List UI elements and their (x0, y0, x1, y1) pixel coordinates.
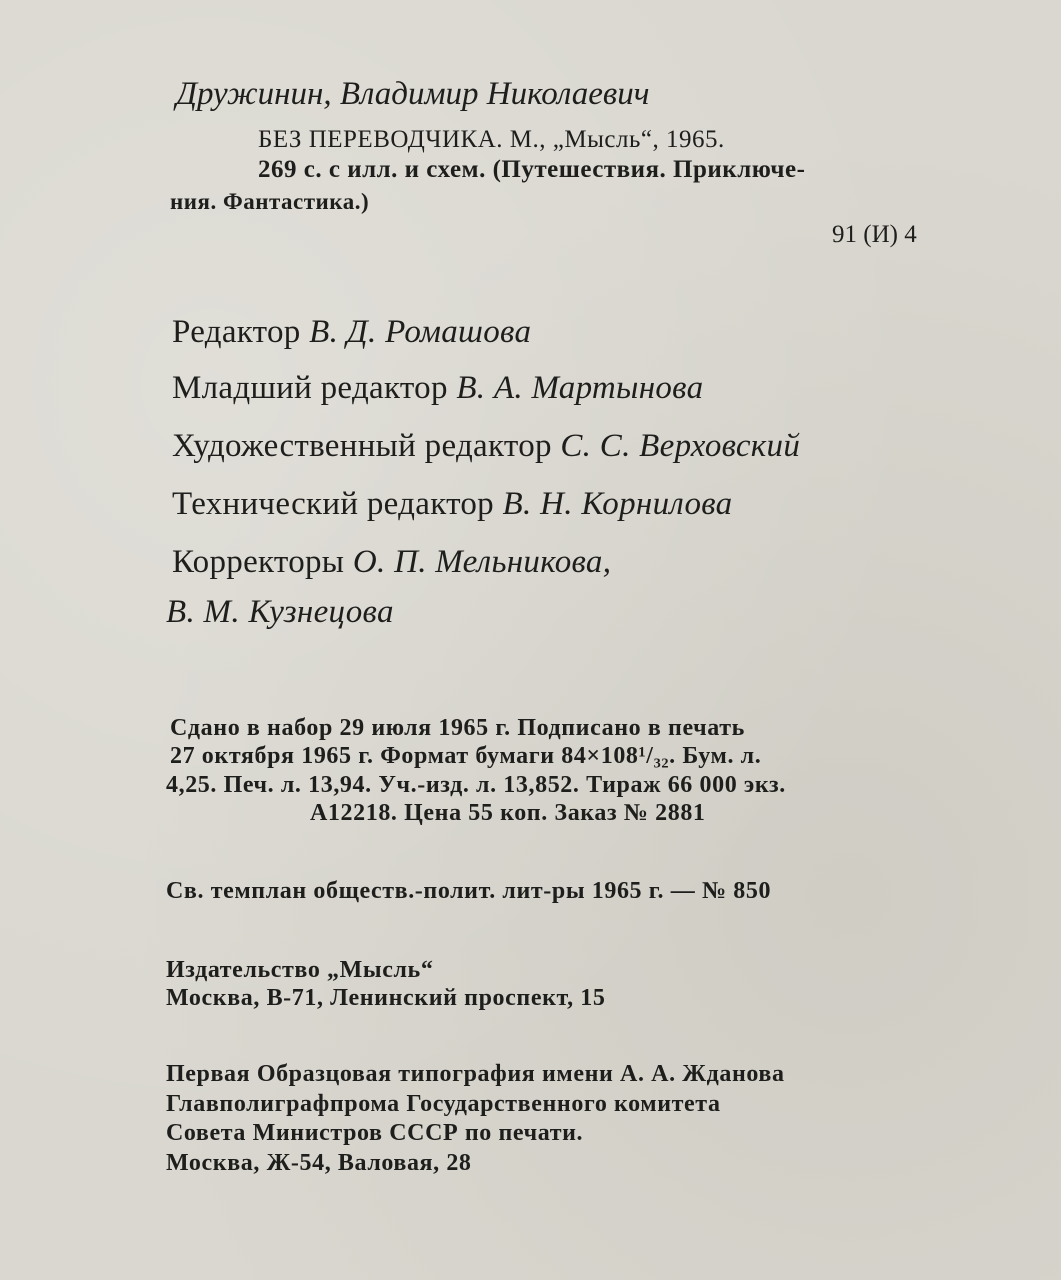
credit-proofreader-second: В. М. Кузнецова (166, 594, 394, 630)
credit-name: О. П. Мельникова, (352, 544, 612, 580)
print-data-line: Сдано в набор 29 июля 1965 г. Подписано в печать (170, 715, 745, 741)
credit-junior-editor (172, 372, 703, 405)
print-data-line: 4,25. Печ. л. 13,94. Уч.-изд. л. 13,852. Тираж 66 000 экз. (166, 772, 786, 798)
author-name: Дружинин, Владимир Николаевич (176, 76, 650, 112)
publisher-address: Москва, В-71, Ленинский проспект, 15 (166, 985, 606, 1011)
credit-art-editor (172, 430, 800, 463)
print-data-line: А12218. Цена 55 коп. Заказ № 2881 (310, 800, 706, 826)
credit-proofreaders (172, 546, 611, 579)
credit-editor (172, 316, 531, 349)
printer-line: Первая Образцовая типография имени А. А. Жданова (166, 1061, 785, 1087)
credit-role: Корректоры (172, 544, 345, 580)
print-data-line: 27 октября 1965 г. Формат бумаги 84×108¹/₃₂. Бум. л. (170, 743, 762, 769)
templan-line: Св. темплан обществ.-полит. лит-ры 1965 г. — № 850 (166, 878, 772, 904)
credit-role: Технический редактор (172, 486, 494, 522)
printer-address: Москва, Ж-54, Валовая, 28 (166, 1150, 472, 1176)
credit-role: Художественный редактор (172, 428, 552, 464)
credit-name: В. А. Мартынова (456, 370, 704, 406)
credit-name: В. Д. Ромашова (309, 314, 532, 350)
credit-name: С. С. Верховский (560, 428, 801, 464)
bibliographic-description-line: 269 с. с илл. и схем. (Путешествия. Приключе- (258, 156, 806, 183)
printer-line: Главполиграфпрома Государственного комитета (166, 1091, 721, 1117)
credit-technical-editor (172, 488, 732, 521)
credit-role: Редактор (172, 314, 301, 350)
bibliographic-title-line: БЕЗ ПЕРЕВОДЧИКА. М., „Мысль“, 1965. (258, 126, 725, 153)
credit-name: В. Н. Корнилова (502, 486, 733, 522)
printer-line: Совета Министров СССР по печати. (166, 1120, 584, 1146)
publisher-name: Издательство „Мысль“ (166, 957, 434, 983)
classification-code: 91 (И) 4 (832, 221, 917, 248)
credit-role: Младший редактор (172, 370, 448, 406)
bibliographic-series-line: ния. Фантастика.) (170, 189, 370, 214)
